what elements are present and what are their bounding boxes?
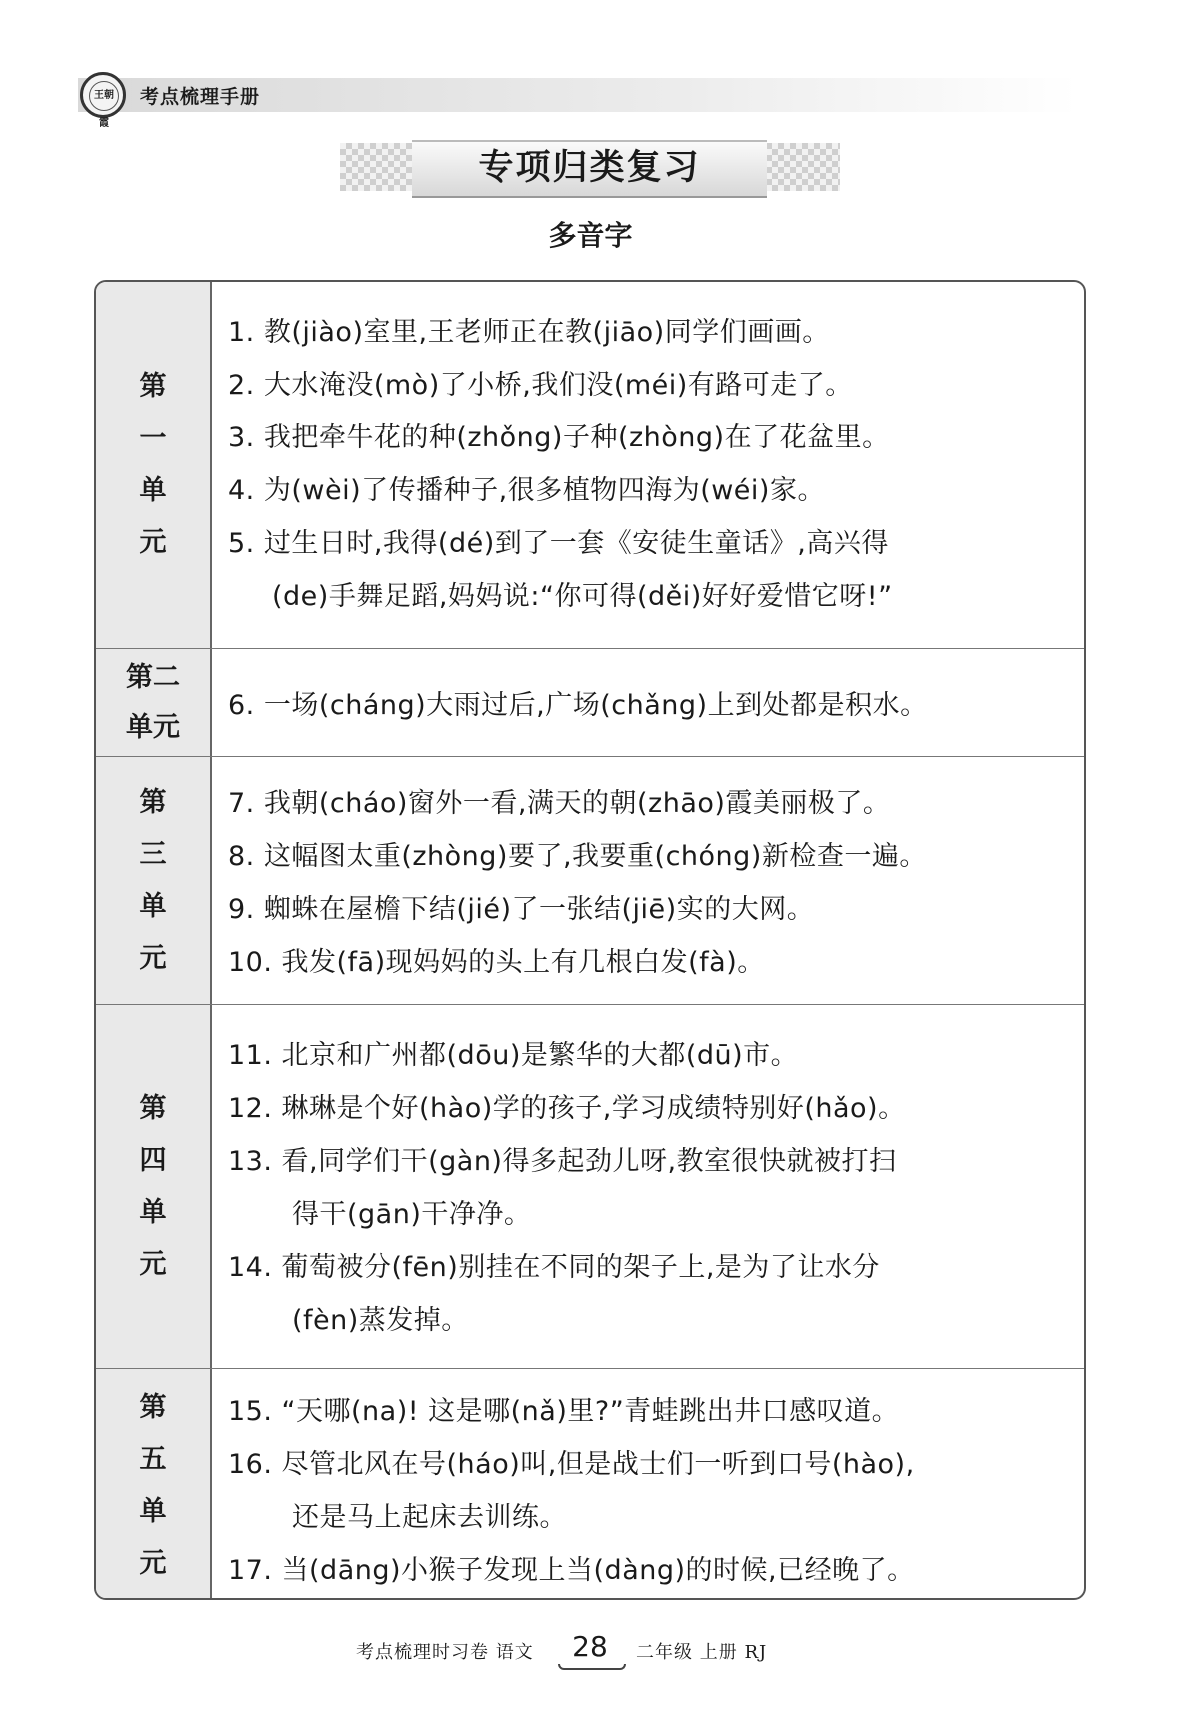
sentence-2: 2. 大水淹没(mò)了小桥,我们没(méi)有路可走了。 — [228, 370, 853, 401]
publisher-logo-text: 王朝霞 — [89, 81, 119, 111]
unit-label-1: 第一单元 — [96, 282, 212, 648]
unit-row-4 — [96, 1004, 1084, 1369]
exercise-table — [94, 280, 1086, 1600]
header-title: 考点梳理手册 — [140, 86, 261, 108]
page-subtitle: 多音字 — [548, 219, 633, 252]
sentence-13: 13. 看,同学们干(gàn)得多起劲儿呀,教室很快就被打扫 — [228, 1146, 897, 1177]
section-title: 专项归类复习 — [478, 147, 701, 188]
sentence-16: 16. 尽管北风在号(háo)叫,但是战士们一听到口号(hào), — [228, 1449, 915, 1480]
sentence-14-continued: (fèn)蒸发掉。 — [292, 1305, 469, 1336]
sentence-5-continued: (de)手舞足蹈,妈妈说:“你可得(děi)好好爱惜它呀!” — [272, 581, 893, 612]
sentence-9: 9. 蜘蛛在屋檐下结(jié)了一张结(jiē)实的大网。 — [228, 894, 815, 925]
sentence-17: 17. 当(dāng)小猴子发现上当(dàng)的时候,已经晚了。 — [228, 1555, 915, 1586]
sentence-5: 5. 过生日时,我得(dé)到了一套《安徒生童话》,高兴得 — [228, 528, 889, 559]
unit-label-3: 第三单元 — [96, 757, 212, 1005]
sentence-16-continued: 还是马上起床去训练。 — [292, 1502, 567, 1533]
sentence-13-continued: 得干(gān)干净净。 — [292, 1199, 532, 1230]
footer-book-title: 考点梳理时习卷 语文 — [356, 1642, 534, 1663]
sentence-14: 14. 葡萄被分(fēn)别挂在不同的架子上,是为了让水分 — [228, 1252, 880, 1283]
sentence-6: 6. 一场(cháng)大雨过后,广场(chǎng)上到处都是积水。 — [228, 690, 928, 721]
sentence-11: 11. 北京和广州都(dōu)是繁华的大都(dū)市。 — [228, 1040, 799, 1071]
footer-grade: 二年级 上册 RJ — [636, 1642, 768, 1663]
unit-row-2 — [96, 648, 1084, 757]
sentence-15: 15. “天哪(na)! 这是哪(nǎ)里?”青蛙跳出井口感叹道。 — [228, 1396, 900, 1427]
sentence-4: 4. 为(wèi)了传播种子,很多植物四海为(wéi)家。 — [228, 475, 825, 506]
sentence-8: 8. 这幅图太重(zhòng)要了,我要重(chóng)新检查一遍。 — [228, 841, 927, 872]
page-number-bracket — [558, 1664, 626, 1670]
sentence-1: 1. 教(jiào)室里,王老师正在教(jiāo)同学们画画。 — [228, 317, 830, 348]
unit-row-1 — [96, 282, 1084, 648]
unit-label-5: 第五单元 — [96, 1369, 212, 1600]
unit-row-5 — [96, 1368, 1084, 1600]
sentence-3: 3. 我把牵牛花的种(zhǒng)子种(zhòng)在了花盆里。 — [228, 422, 890, 453]
page-number: 28 — [572, 1630, 608, 1663]
unit-label-4: 第四单元 — [96, 1005, 212, 1369]
sentence-12: 12. 琳琳是个好(hào)学的孩子,学习成绩特别好(hǎo)。 — [228, 1093, 906, 1124]
page-footer — [0, 1630, 1181, 1670]
sentence-7: 7. 我朝(cháo)窗外一看,满天的朝(zhāo)霞美丽极了。 — [228, 788, 891, 819]
publisher-logo — [80, 72, 126, 129]
unit-label-2: 第二单元 — [96, 649, 212, 757]
unit-row-3 — [96, 756, 1084, 1005]
sentence-10: 10. 我发(fā)现妈妈的头上有几根白发(fà)。 — [228, 947, 765, 978]
